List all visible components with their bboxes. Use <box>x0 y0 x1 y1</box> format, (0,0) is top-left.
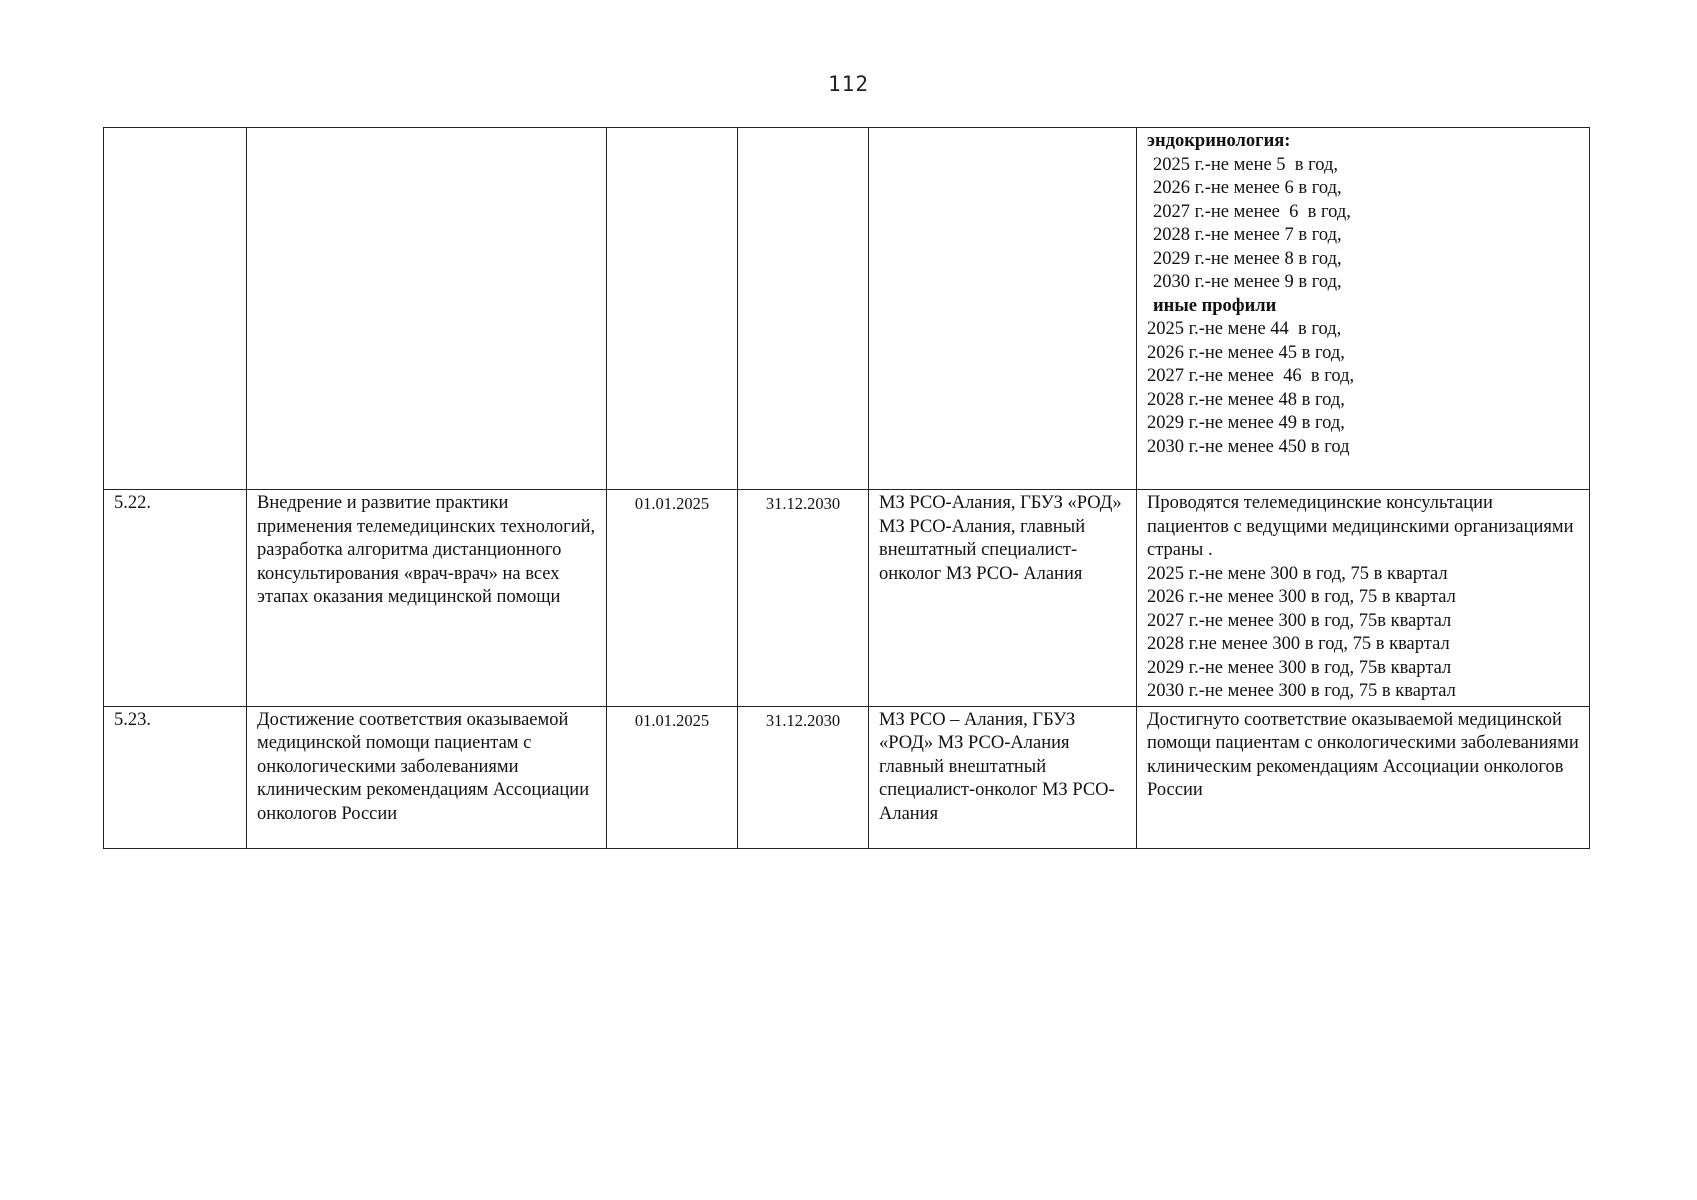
other-profiles-heading: иные профили <box>1153 295 1277 316</box>
result-line: 2026 г.-не менее 300 в год, 75 в квартал <box>1147 587 1456 607</box>
result-line: 2030 г.-не менее 300 в год, 75 в квартал <box>1147 681 1456 701</box>
row-start-date: 01.01.2025 <box>607 490 738 707</box>
results-cell-continuation <box>1137 128 1590 490</box>
other-profiles-line: 2028 г.-не менее 48 в год, <box>1147 389 1345 410</box>
row-end-date: 31.12.2030 <box>738 706 869 848</box>
row-number: 5.23. <box>104 706 247 848</box>
endocrinology-line: 2025 г.-не мене 5 в год, <box>1153 154 1339 175</box>
plan-table <box>103 127 1590 849</box>
row-results: Достигнуто соответствие оказываемой медицинской помощи пациентам с онкологическими заболеваниями клиническим рекомендациям Ассоциации онкологов России <box>1137 706 1590 848</box>
number-cell-empty <box>104 128 247 490</box>
other-profiles-line: 2025 г.-не мене 44 в год, <box>1147 319 1342 339</box>
other-profiles-line: 2027 г.-не менее 46 в год, <box>1147 366 1355 386</box>
endocrinology-heading: эндокринология: <box>1147 131 1291 151</box>
other-profiles-line: 2030 г.-не менее 450 в год <box>1147 436 1350 457</box>
endocrinology-line: 2027 г.-не менее 6 в год, <box>1153 201 1351 222</box>
row-responsible: МЗ РСО – Алания, ГБУЗ «РОД» МЗ РСО-Алания главный внештатный специалист-онколог МЗ РСО-Алания <box>869 706 1137 848</box>
end-date-cell-empty <box>738 128 869 490</box>
table-row <box>104 706 1590 848</box>
endocrinology-line: 2026 г.-не менее 6 в год, <box>1153 178 1342 198</box>
other-profiles-line: 2029 г.-не менее 49 в год, <box>1147 413 1345 433</box>
result-intro: Проводятся телемедицинские консультации пациентов с ведущими медицинскими организациями страны . <box>1147 493 1574 560</box>
start-date-cell-empty <box>607 128 738 490</box>
row-description: Внедрение и развитие практики применения телемедицинских технологий, разработка алгоритма дистанционного консультирования «врач-врач» на всех этапах оказания медицинской помощи <box>247 490 607 707</box>
row-end-date: 31.12.2030 <box>738 490 869 707</box>
result-line: 2028 г.не менее 300 в год, 75 в квартал <box>1147 634 1450 654</box>
row-responsible: МЗ РСО-Алания, ГБУЗ «РОД» МЗ РСО-Алания, главный внештатный специалист-онколог МЗ РСО- Алания <box>869 490 1137 707</box>
result-line: 2025 г.-не мене 300 в год, 75 в квартал <box>1147 563 1448 584</box>
endocrinology-line: 2030 г.-не менее 9 в год, <box>1153 272 1342 292</box>
result-line: 2029 г.-не менее 300 в год, 75в квартал <box>1147 657 1452 678</box>
row-description: Достижение соответствия оказываемой медицинской помощи пациентам с онкологическими заболеваниями клиническим рекомендациям Ассоциации онкологов России <box>247 706 607 848</box>
table-row <box>104 490 1590 707</box>
description-cell-empty <box>247 128 607 490</box>
row-results <box>1137 490 1590 707</box>
endocrinology-line: 2029 г.-не менее 8 в год, <box>1153 248 1342 269</box>
row-number: 5.22. <box>104 490 247 707</box>
responsible-cell-empty <box>869 128 1137 490</box>
result-line: 2027 г.-не менее 300 в год, 75в квартал <box>1147 610 1452 631</box>
row-start-date: 01.01.2025 <box>607 706 738 848</box>
endocrinology-line: 2028 г.-не менее 7 в год, <box>1153 225 1342 245</box>
table-row-continuation <box>104 128 1590 490</box>
page-number: 112 <box>828 72 869 96</box>
other-profiles-line: 2026 г.-не менее 45 в год, <box>1147 342 1345 363</box>
